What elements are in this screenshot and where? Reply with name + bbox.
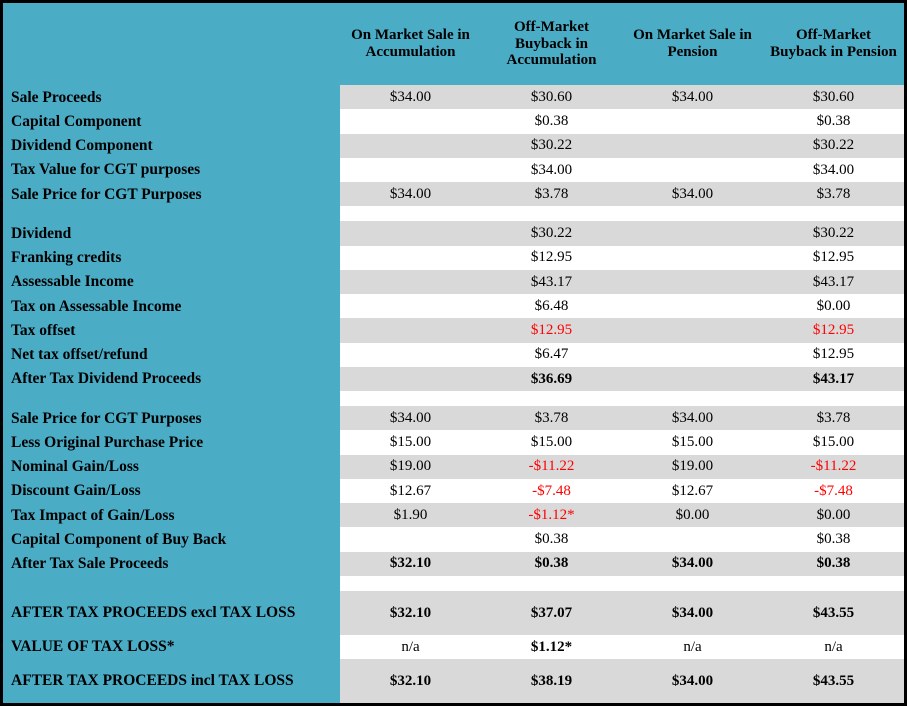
row-label: Less Original Purchase Price xyxy=(3,430,340,454)
table-cell: $34.00 xyxy=(622,406,763,430)
row-label: Capital Component xyxy=(3,109,340,133)
row-label: AFTER TAX PROCEEDS excl TAX LOSS xyxy=(3,591,340,635)
table-cell xyxy=(481,576,622,591)
table-cell: $6.47 xyxy=(481,343,622,367)
table-cell xyxy=(622,367,763,391)
table-cell: $15.00 xyxy=(622,430,763,454)
table-cell: -$11.22 xyxy=(481,455,622,479)
table-row xyxy=(3,206,904,221)
table-cell xyxy=(622,391,763,406)
table-cell: $0.38 xyxy=(763,109,904,133)
table-row xyxy=(3,246,904,270)
row-label: Nominal Gain/Loss xyxy=(3,455,340,479)
row-label: Tax Impact of Gain/Loss xyxy=(3,503,340,527)
table-cell: $19.00 xyxy=(622,455,763,479)
table-cell xyxy=(622,109,763,133)
table-cell: $36.69 xyxy=(481,367,622,391)
table-cell xyxy=(340,367,481,391)
table-row xyxy=(3,134,904,158)
table-row xyxy=(3,158,904,182)
table-cell: $34.00 xyxy=(340,182,481,206)
row-label: Sale Price for CGT Purposes xyxy=(3,182,340,206)
row-label: Dividend xyxy=(3,221,340,245)
table-cell xyxy=(340,109,481,133)
row-label: After Tax Dividend Proceeds xyxy=(3,367,340,391)
table-cell: $30.60 xyxy=(481,85,622,109)
table-row xyxy=(3,270,904,294)
table-row xyxy=(3,455,904,479)
table-cell: $12.95 xyxy=(763,318,904,342)
table-cell xyxy=(340,206,481,221)
table-cell: $30.60 xyxy=(763,85,904,109)
table-cell: $12.95 xyxy=(481,318,622,342)
table-row xyxy=(3,659,904,703)
row-label: Tax offset xyxy=(3,318,340,342)
table-cell: $43.55 xyxy=(763,659,904,703)
table-row xyxy=(3,318,904,342)
table-cell xyxy=(763,206,904,221)
table-row xyxy=(3,391,904,406)
table-cell xyxy=(340,576,481,591)
table-cell: $34.00 xyxy=(622,659,763,703)
table-cell: $12.95 xyxy=(481,246,622,270)
table-cell: $38.19 xyxy=(481,659,622,703)
table-cell xyxy=(340,158,481,182)
table-header xyxy=(3,3,904,85)
table-header-row xyxy=(3,3,904,85)
table-cell: $1.12* xyxy=(481,635,622,659)
table-cell: $32.10 xyxy=(340,552,481,576)
row-label: Sale Proceeds xyxy=(3,85,340,109)
table-cell: $34.00 xyxy=(622,182,763,206)
column-header-off-market-accumulation: Off-Market Buyback in Accumulation xyxy=(481,3,622,85)
table-cell xyxy=(622,206,763,221)
table-cell xyxy=(481,206,622,221)
row-label xyxy=(3,576,340,591)
table-cell: -$11.22 xyxy=(763,455,904,479)
column-header-off-market-pension: Off-Market Buyback in Pension xyxy=(763,3,904,85)
table-cell: $30.22 xyxy=(481,134,622,158)
table-cell xyxy=(622,270,763,294)
table-cell: $32.10 xyxy=(340,591,481,635)
table-cell xyxy=(340,221,481,245)
table-cell xyxy=(622,158,763,182)
table-cell: $12.95 xyxy=(763,343,904,367)
table-row xyxy=(3,182,904,206)
table-cell xyxy=(763,576,904,591)
table-cell xyxy=(340,270,481,294)
table-cell xyxy=(340,343,481,367)
table-cell: $3.78 xyxy=(763,182,904,206)
table-cell: $12.67 xyxy=(622,479,763,503)
table-cell xyxy=(340,246,481,270)
row-label: Dividend Component xyxy=(3,134,340,158)
table-cell: $0.00 xyxy=(763,294,904,318)
row-label: VALUE OF TAX LOSS* xyxy=(3,635,340,659)
table-cell xyxy=(340,134,481,158)
table-cell: $34.00 xyxy=(481,158,622,182)
row-label: After Tax Sale Proceeds xyxy=(3,552,340,576)
table-cell: $0.38 xyxy=(763,552,904,576)
table-cell xyxy=(340,391,481,406)
table-cell: $34.00 xyxy=(622,591,763,635)
table-cell: $3.78 xyxy=(481,406,622,430)
table-row xyxy=(3,85,904,109)
table-row xyxy=(3,527,904,551)
row-label xyxy=(3,391,340,406)
table-cell: $3.78 xyxy=(763,406,904,430)
table-row xyxy=(3,635,904,659)
table-row xyxy=(3,294,904,318)
table-cell: $1.90 xyxy=(340,503,481,527)
table-cell xyxy=(622,221,763,245)
table-cell: $43.17 xyxy=(763,367,904,391)
row-label: Net tax offset/refund xyxy=(3,343,340,367)
column-header-on-market-accumulation: On Market Sale in Accumulation xyxy=(340,3,481,85)
row-label: Tax Value for CGT purposes xyxy=(3,158,340,182)
table-row xyxy=(3,591,904,635)
table-row xyxy=(3,367,904,391)
table-cell: n/a xyxy=(763,635,904,659)
table-row xyxy=(3,576,904,591)
table-cell: $6.48 xyxy=(481,294,622,318)
table-cell xyxy=(340,318,481,342)
table-cell: $0.00 xyxy=(763,503,904,527)
table-cell: $43.17 xyxy=(763,270,904,294)
table-cell xyxy=(622,294,763,318)
table-row xyxy=(3,109,904,133)
table-cell: $12.95 xyxy=(763,246,904,270)
table-cell: $3.78 xyxy=(481,182,622,206)
table-row xyxy=(3,343,904,367)
table-cell xyxy=(622,527,763,551)
table-cell xyxy=(340,527,481,551)
table-cell: $0.38 xyxy=(763,527,904,551)
row-label: Capital Component of Buy Back xyxy=(3,527,340,551)
table-cell: $34.00 xyxy=(622,85,763,109)
table-cell: $15.00 xyxy=(763,430,904,454)
table-cell xyxy=(622,343,763,367)
table-cell: $0.38 xyxy=(481,109,622,133)
row-label: Discount Gain/Loss xyxy=(3,479,340,503)
table-cell: $30.22 xyxy=(763,134,904,158)
table-row xyxy=(3,552,904,576)
column-header-blank xyxy=(3,3,340,85)
table-cell xyxy=(622,318,763,342)
table-cell: $0.38 xyxy=(481,527,622,551)
table-cell: $19.00 xyxy=(340,455,481,479)
table-cell: -$7.48 xyxy=(481,479,622,503)
table-row xyxy=(3,503,904,527)
table-cell xyxy=(622,134,763,158)
row-label: Sale Price for CGT Purposes xyxy=(3,406,340,430)
table-cell: $0.00 xyxy=(622,503,763,527)
row-label xyxy=(3,206,340,221)
table-cell xyxy=(622,576,763,591)
table-cell: $0.38 xyxy=(481,552,622,576)
table-cell: $43.55 xyxy=(763,591,904,635)
table-cell: $34.00 xyxy=(340,406,481,430)
table-cell: $12.67 xyxy=(340,479,481,503)
table-cell: $32.10 xyxy=(340,659,481,703)
row-label: Assessable Income xyxy=(3,270,340,294)
table-cell xyxy=(340,294,481,318)
table-cell: $43.17 xyxy=(481,270,622,294)
comparison-table xyxy=(3,3,904,703)
table-cell xyxy=(622,246,763,270)
table-row xyxy=(3,430,904,454)
row-label: AFTER TAX PROCEEDS incl TAX LOSS xyxy=(3,659,340,703)
table-cell: $37.07 xyxy=(481,591,622,635)
table-cell: n/a xyxy=(622,635,763,659)
table-cell: $15.00 xyxy=(340,430,481,454)
table-cell: $30.22 xyxy=(481,221,622,245)
table-cell: n/a xyxy=(340,635,481,659)
table-cell: $30.22 xyxy=(763,221,904,245)
row-label: Tax on Assessable Income xyxy=(3,294,340,318)
table-cell: $34.00 xyxy=(763,158,904,182)
table-cell xyxy=(481,391,622,406)
table-cell: -$1.12* xyxy=(481,503,622,527)
table-cell: $34.00 xyxy=(340,85,481,109)
row-label: Franking credits xyxy=(3,246,340,270)
table-cell: $15.00 xyxy=(481,430,622,454)
column-header-on-market-pension: On Market Sale in Pension xyxy=(622,3,763,85)
table-row xyxy=(3,479,904,503)
table-cell: -$7.48 xyxy=(763,479,904,503)
table-row xyxy=(3,406,904,430)
table-row xyxy=(3,221,904,245)
table-body xyxy=(3,85,904,703)
table-cell xyxy=(763,391,904,406)
table-cell: $34.00 xyxy=(622,552,763,576)
